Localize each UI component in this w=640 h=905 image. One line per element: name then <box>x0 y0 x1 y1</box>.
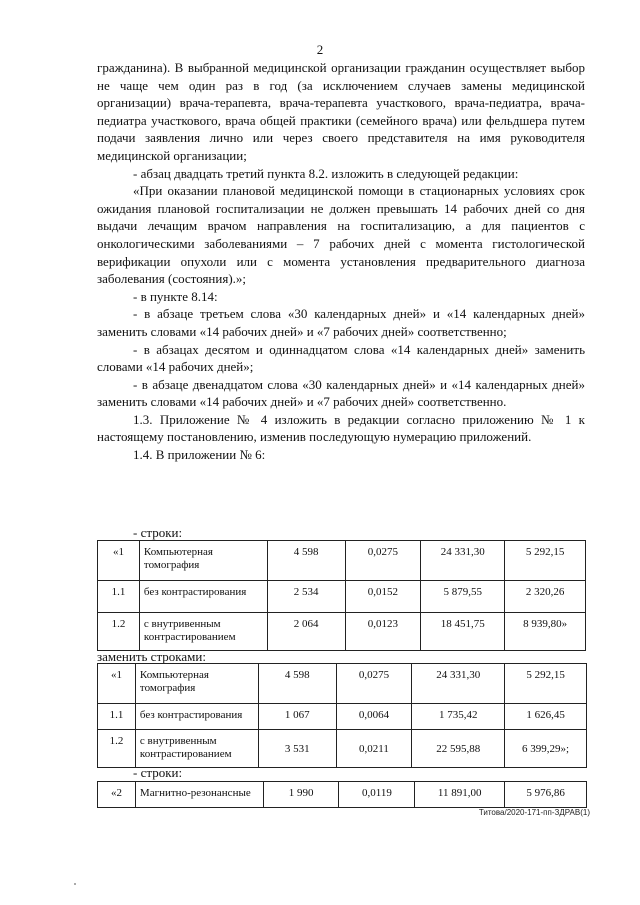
cell-value: 2 320,26 <box>505 581 586 613</box>
cell-value: 0,0211 <box>336 730 412 768</box>
cell-value: 11 891,00 <box>415 782 505 808</box>
cell-value: 5 292,15 <box>505 541 586 581</box>
table-row <box>98 541 586 581</box>
cell-value: 24 331,30 <box>421 541 505 581</box>
cell-num: 1.1 <box>98 704 136 730</box>
cell-num: «1 <box>98 664 136 704</box>
paragraph-third-abzac: - в абзаце третьем слова «30 календарных дней» и «14 календарных дней» заменить словами «14 рабочих дней» и «7 рабочих дней» соответственно; <box>97 306 585 339</box>
table-new-rows <box>97 663 587 768</box>
cell-num: «1 <box>98 541 140 581</box>
table-row <box>98 782 587 808</box>
cell-value: 1 735,42 <box>412 704 505 730</box>
cell-value: 22 595,88 <box>412 730 505 768</box>
cell-value: 0,0152 <box>345 581 421 613</box>
cell-value: 0,0064 <box>336 704 412 730</box>
footer-code: Титова/2020-171-пп-ЗДРАВ(1) <box>478 808 590 817</box>
cell-value: 18 451,75 <box>421 613 505 651</box>
cell-num: «2 <box>98 782 136 808</box>
paragraph-citizen-choice: гражданина). В выбранной медицинской организации гражданин осуществляет выбор не чаще чем один раз в год (за исключением случаев замены медицинской организации) врача-терапевта, врача-терапевта участкового, врача-педиатра, врача-педиатра участкового, врача общей практики (семейного врача) или фельдшера путем подачи заявления лично или через своего представителя на имя руководителя медицинской организации; <box>97 60 585 163</box>
cell-name: без контрастирования <box>139 581 267 613</box>
table-row <box>98 664 587 704</box>
paragraph-item-8-2: - абзац двадцать третий пункта 8.2. изложить в следующей редакции: <box>133 165 519 181</box>
label-replace: заменить строками: <box>97 649 206 664</box>
paragraph-tenth-eleventh: - в абзацах десятом и одиннадцатом слова «14 календарных дней» заменить словами «14 рабочих дней»; <box>97 341 585 375</box>
cell-value: 1 067 <box>258 704 336 730</box>
scan-speck <box>74 883 76 885</box>
paragraph-quote-hospitalization: «При оказании плановой медицинской помощи в стационарных условиях срок ожидания плановой госпитализации не должен превышать 14 рабочих дней со дня выдачи лечащим врачом направления на госпитализацию, а для пациентов с онкологическими заболеваниями – 7 рабочих дней с момента гистологической верификации опухоли или с момента установления предварительного диагноза заболевания (состояния).»; <box>97 183 585 287</box>
cell-value: 5 976,86 <box>505 782 587 808</box>
cell-value: 0,0119 <box>339 782 415 808</box>
cell-name: Компьютерная томография <box>135 664 258 704</box>
cell-value: 2 064 <box>267 613 345 651</box>
cell-value: 0,0275 <box>345 541 421 581</box>
paragraph-appendix-6: 1.4. В приложении № 6: <box>133 447 266 463</box>
cell-num: 1.2 <box>98 730 136 768</box>
cell-value: 4 598 <box>267 541 345 581</box>
table-mri-row <box>97 781 587 808</box>
cell-value: 5 292,15 <box>505 664 587 704</box>
cell-num: 1.2 <box>98 613 140 651</box>
table-row <box>98 704 587 730</box>
table-row <box>98 730 587 768</box>
cell-name: Магнитно-резонансные <box>135 782 263 808</box>
cell-value: 1 626,45 <box>505 704 587 730</box>
cell-name: с внутривенным контрастированием <box>135 730 258 768</box>
label-rows: - строки: <box>133 525 183 540</box>
page-number: 2 <box>316 42 324 57</box>
cell-name: Компьютерная томография <box>139 541 267 581</box>
cell-value: 4 598 <box>258 664 336 704</box>
cell-value: 5 879,55 <box>421 581 505 613</box>
cell-value: 24 331,30 <box>412 664 505 704</box>
cell-value: 3 531 <box>258 730 336 768</box>
cell-value: 0,0123 <box>345 613 421 651</box>
cell-value: 1 990 <box>263 782 339 808</box>
cell-value: 2 534 <box>267 581 345 613</box>
cell-value: 0,0275 <box>336 664 412 704</box>
cell-name: с внутривенным контрастированием <box>139 613 267 651</box>
table-row <box>98 613 586 651</box>
paragraph-item-8-14: - в пункте 8.14: <box>133 288 218 304</box>
table-old-rows <box>97 540 586 651</box>
table-row <box>98 581 586 613</box>
cell-num: 1.1 <box>98 581 140 613</box>
cell-value: 6 399,29»; <box>505 730 587 768</box>
cell-name: без контрастирования <box>135 704 258 730</box>
label-rows-2: - строки: <box>133 765 183 780</box>
body-text <box>97 59 585 464</box>
paragraph-twelfth: - в абзаце двенадцатом слова «30 календарных дней» и «14 календарных дней» заменить словами «14 рабочих дней» и «7 рабочих дней» соответственно. <box>97 376 585 410</box>
paragraph-appendix-4: 1.3. Приложение № 4 изложить в редакции согласно приложению № 1 к настоящему постановлению, изменив последующую нумерацию приложений. <box>97 411 585 445</box>
cell-value: 8 939,80» <box>505 613 586 651</box>
